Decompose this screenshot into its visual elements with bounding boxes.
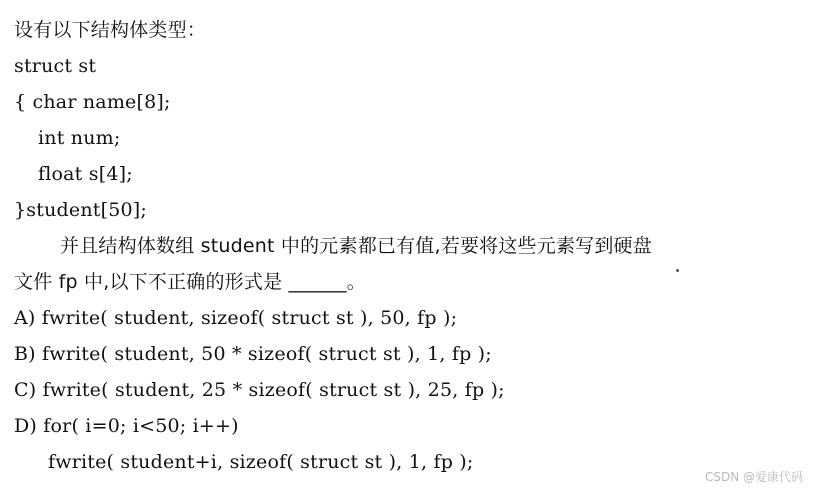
watermark: CSDN @爱康代码 <box>704 470 803 484</box>
code-line: float s[4]; <box>38 163 133 185</box>
code-line: { char name[8]; <box>14 91 171 113</box>
stray-dot <box>676 269 679 272</box>
option-d: D) for( i=0; i<50; i++) <box>14 415 239 437</box>
question-prompt-line: 并且结构体数组 student 中的元素都已有值,若要将这些元素写到硬盘 <box>60 235 652 257</box>
question-prompt-line: 文件 fp 中,以下不正确的形式是 ______。 <box>14 271 366 293</box>
option-c: C) fwrite( student, 25 * sizeof( struct st ), 25, fp ); <box>14 379 505 401</box>
code-line: struct st <box>14 55 97 77</box>
option-b: B) fwrite( student, 50 * sizeof( struct st ), 1, fp ); <box>14 343 492 365</box>
option-d-continuation: fwrite( student+i, sizeof( struct st ), 1, fp ); <box>48 451 474 473</box>
option-a: A) fwrite( student, sizeof( struct st ), 50, fp ); <box>14 307 458 329</box>
code-line: int num; <box>38 127 121 149</box>
question-intro: 设有以下结构体类型： <box>14 19 207 41</box>
code-line: }student[50]; <box>14 199 147 221</box>
